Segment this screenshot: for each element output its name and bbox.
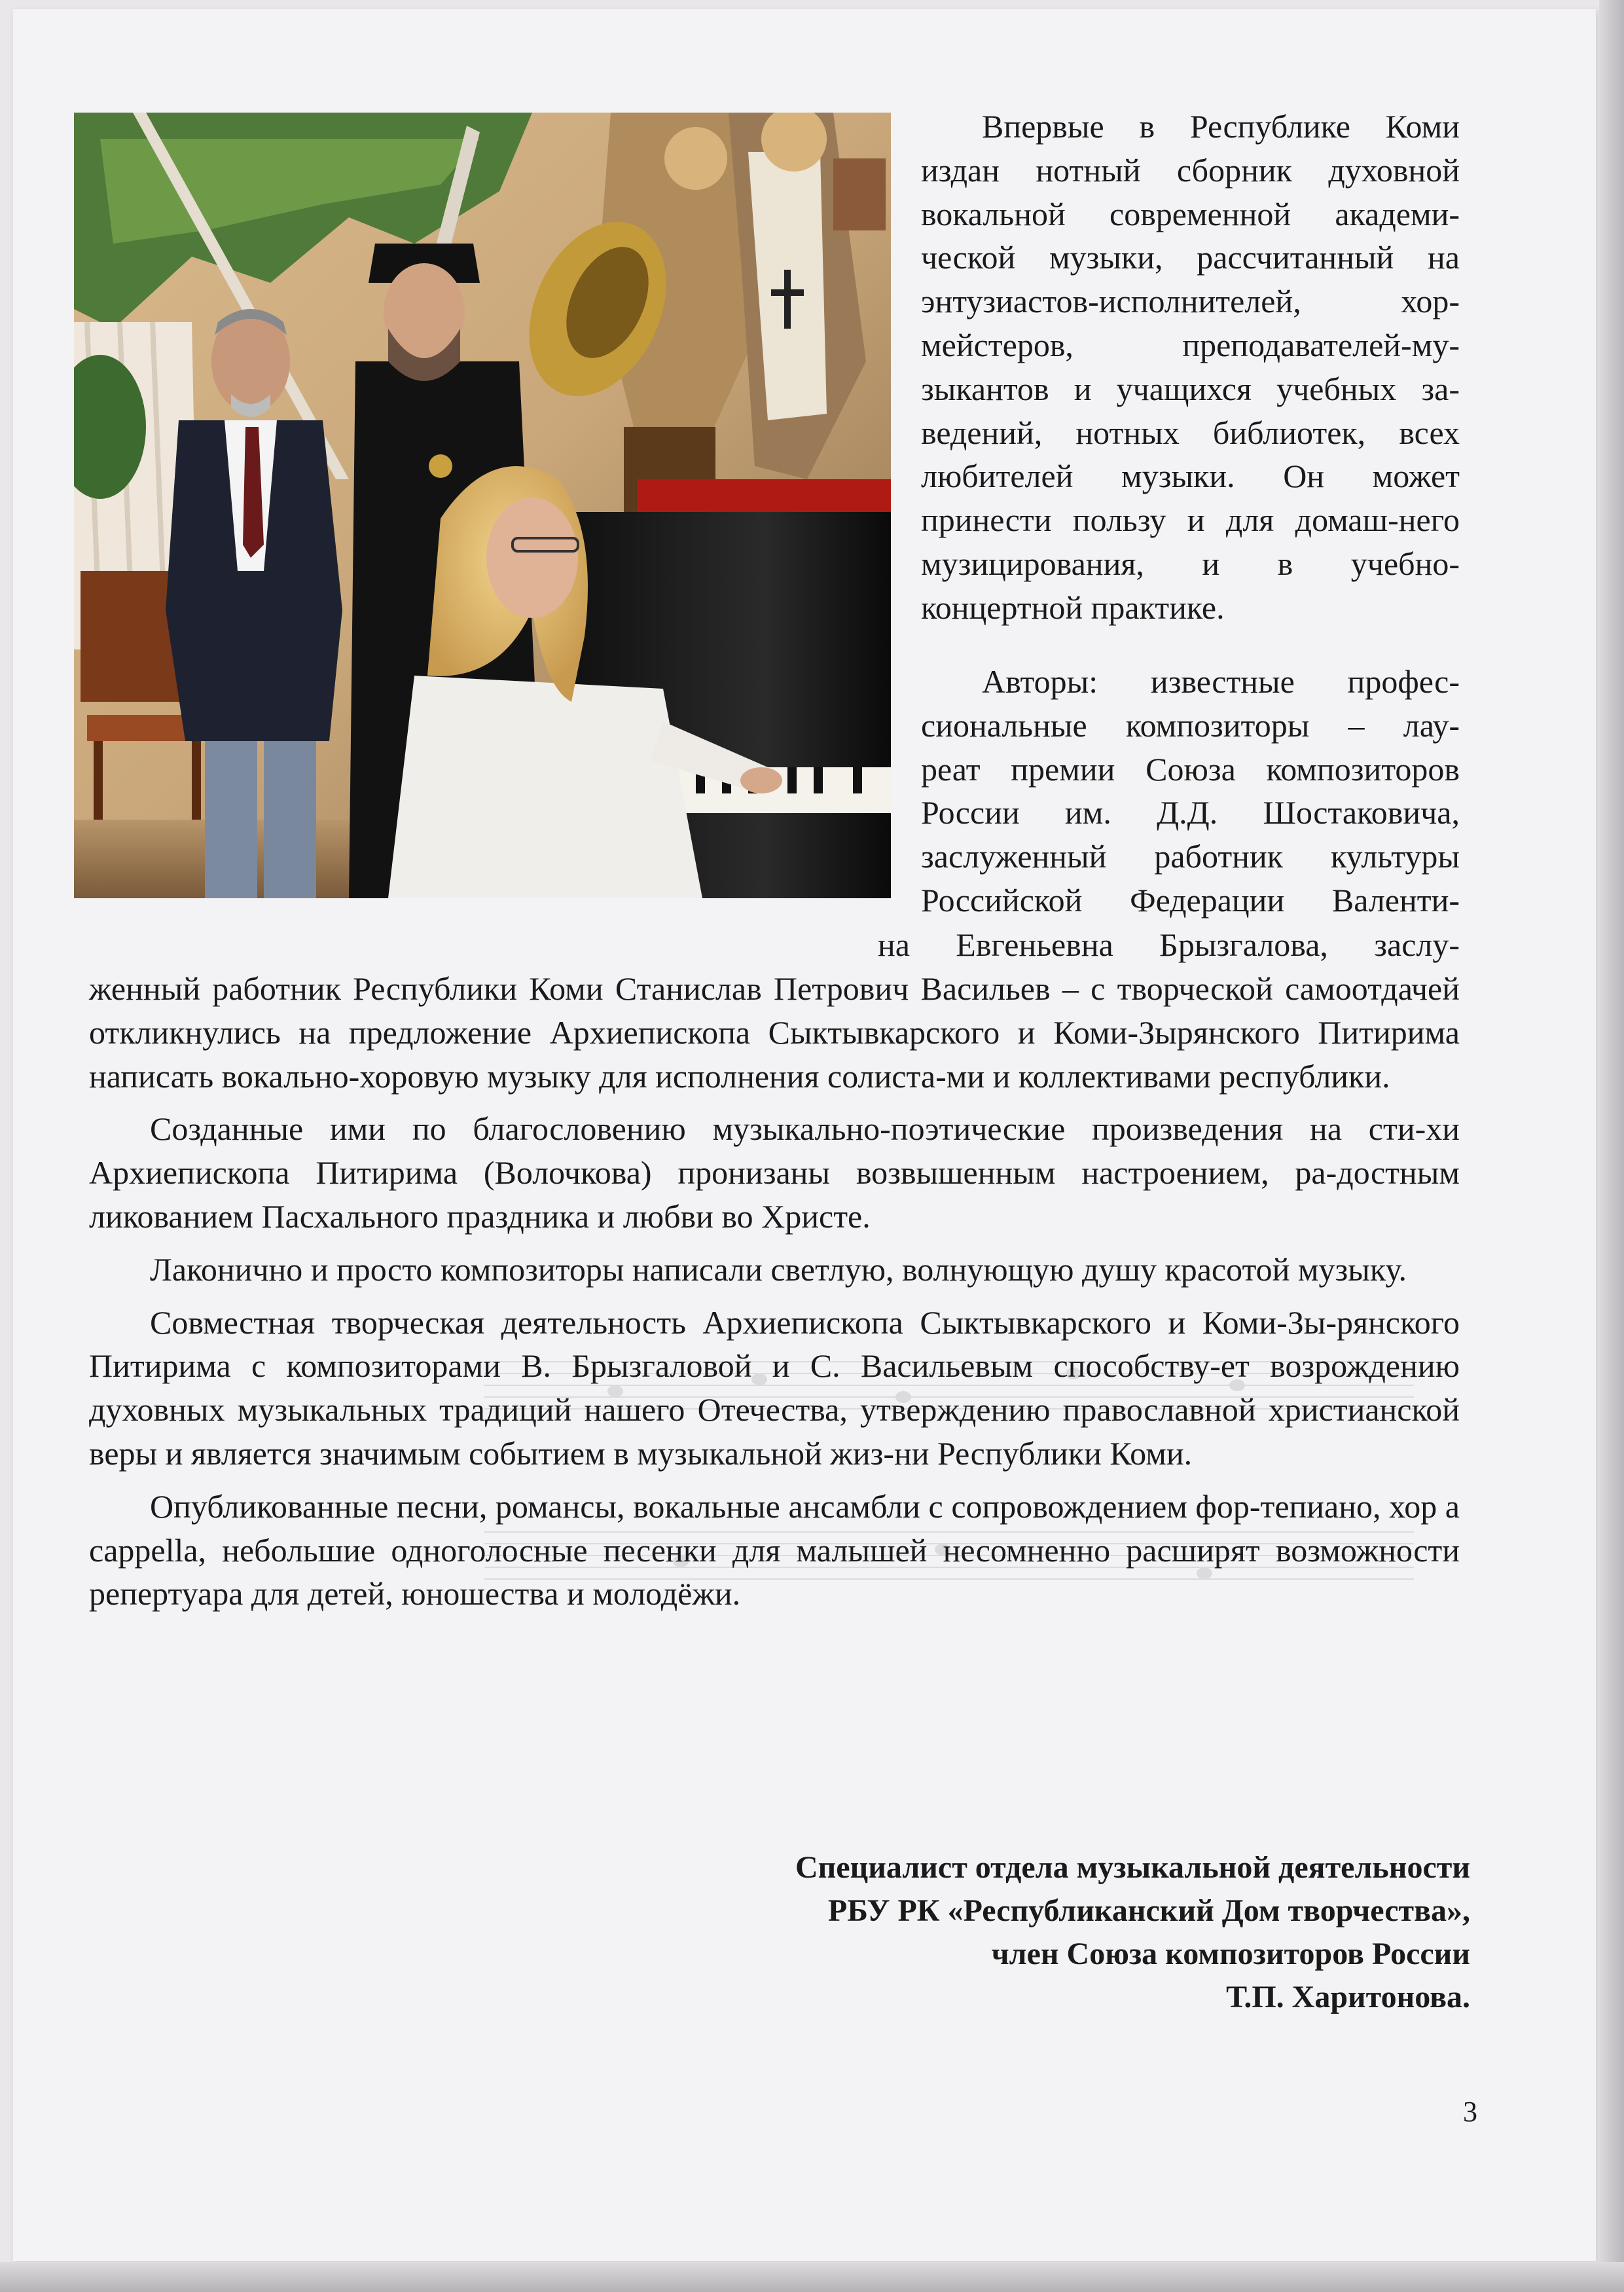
photo-illustration <box>74 113 891 898</box>
signature-organization: РБУ РК «Республиканский Дом творчества», <box>827 1893 1470 1928</box>
authors-line-4: России им. Д.Д. Шостаковича, <box>921 794 1460 831</box>
paragraph-collaboration: Совместная творческая деятельность Архиепископа Сыктывкарского и Коми-Зы-рянского Питирима с композиторами В. Брызгаловой и С. Васильевым способству-ет возрождению духовных музыкальных традиций нашего Отечества, утверждению православной христианской веры и является значимым событием в музыкальной жиз-ни Республики Коми. <box>89 1303 1460 1472</box>
photo-musicians-at-piano <box>74 113 891 898</box>
page-bottom-edge <box>0 2262 1624 2292</box>
page-edge-shadow <box>1599 0 1624 2292</box>
authors-line-2: сиональные композиторы – лау- <box>921 706 1460 744</box>
author-signature <box>423 1846 1470 2019</box>
signature-membership: член Союза композиторов России <box>991 1937 1470 1971</box>
intro-paragraph: Впервые в Республике Коми издан нотный сборник духовной вокальной современной академи-ческой музыки, рассчитанный на энтузиастов-исполнителей, хор-мейстеров, преподавателей-му-зыкантов и учащихся учебных за-ведений, нотных библиотек, всех любителей музыки. Он может принести пользу и для домаш-него музицирования, и в учебно-концертной практике. <box>921 108 1460 626</box>
signature-name: Т.П. Харитонова. <box>1226 1980 1470 2014</box>
authors-line-7-row <box>89 923 1460 967</box>
page-number: 3 <box>1463 2096 1477 2128</box>
authors-paragraph-continued: женный работник Республики Коми Станислав Петрович Васильев – с творческой самоотдачей откликнулись на предложение Архиепископа Сыктывкарского и Коми-Зырянского Питирима написать вокально-хоровую музыку для исполнения солиста-ми и коллективами республики. <box>89 970 1460 1095</box>
authors-line-7: на Евгеньевна Брызгалова, заслу- <box>878 926 1460 963</box>
authors-line-5: заслуженный работник культуры <box>921 838 1460 875</box>
paragraph-published: Опубликованные песни, романсы, вокальные ансамбли с сопровождением фор-тепиано, хор a cappella, небольшие одноголосные песенки для малышей несомненно расширят возможности репертуара для детей, юношества и молодёжи. <box>89 1487 1460 1612</box>
authors-line-1: Авторы: известные профес- <box>982 663 1460 700</box>
signature-position: Специалист отдела музыкальной деятельности <box>795 1850 1470 1885</box>
authors-column <box>921 660 1460 922</box>
authors-line-3: реат премии Союза композиторов <box>921 750 1460 788</box>
main-body <box>89 967 1460 1616</box>
paragraph-laconic: Лаконично и просто композиторы написали светлую, волнующую душу красотой музыку. <box>150 1250 1407 1288</box>
intro-column <box>921 105 1460 630</box>
authors-line-6: Российской Федерации Валенти- <box>921 881 1460 919</box>
paragraph-creation: Созданные ими по благословению музыкально-поэтические произведения на сти-хи Архиепископа Питирима (Волочкова) пронизаны возвышенным настроением, ра-достным ликованием Пасхального праздника и любви во Христе. <box>89 1110 1460 1235</box>
